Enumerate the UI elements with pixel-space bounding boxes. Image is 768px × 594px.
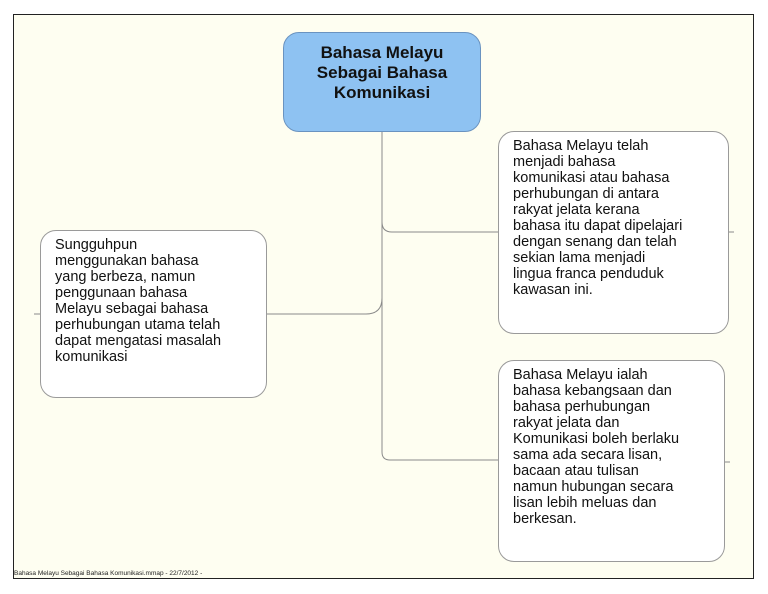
topic-right-bottom[interactable]: Bahasa Melayu ialah bahasa kebangsaan dan bahasa perhubungan rakyat jelata dan Komunikasi boleh berlaku sama ada secara lisan, bacaan atau tulisan namun hubungan secara lisan lebih meluas dan berkesan. <box>498 360 725 562</box>
connector-left <box>266 298 382 314</box>
connector-trunk <box>382 132 500 460</box>
root-topic[interactable]: Bahasa Melayu Sebagai Bahasa Komunikasi <box>283 32 481 132</box>
topic-right-top[interactable]: Bahasa Melayu telah menjadi bahasa komunikasi atau bahasa perhubungan di antara rakyat jelata kerana bahasa itu dapat dipelajari dengan senang dan telah sekian lama menjadi lingua franca penduduk kawasan ini. <box>498 131 729 334</box>
topic-left[interactable]: Sungguhpun menggunakan bahasa yang berbeza, namun penggunaan bahasa Melayu sebagai bahasa perhubungan utama telah dapat mengatasi masalah komunikasi <box>40 230 267 398</box>
connector-right-top <box>382 222 500 232</box>
footer-filename: Bahasa Melayu Sebagai Bahasa Komunikasi.mmap - 22/7/2012 - <box>14 570 203 577</box>
